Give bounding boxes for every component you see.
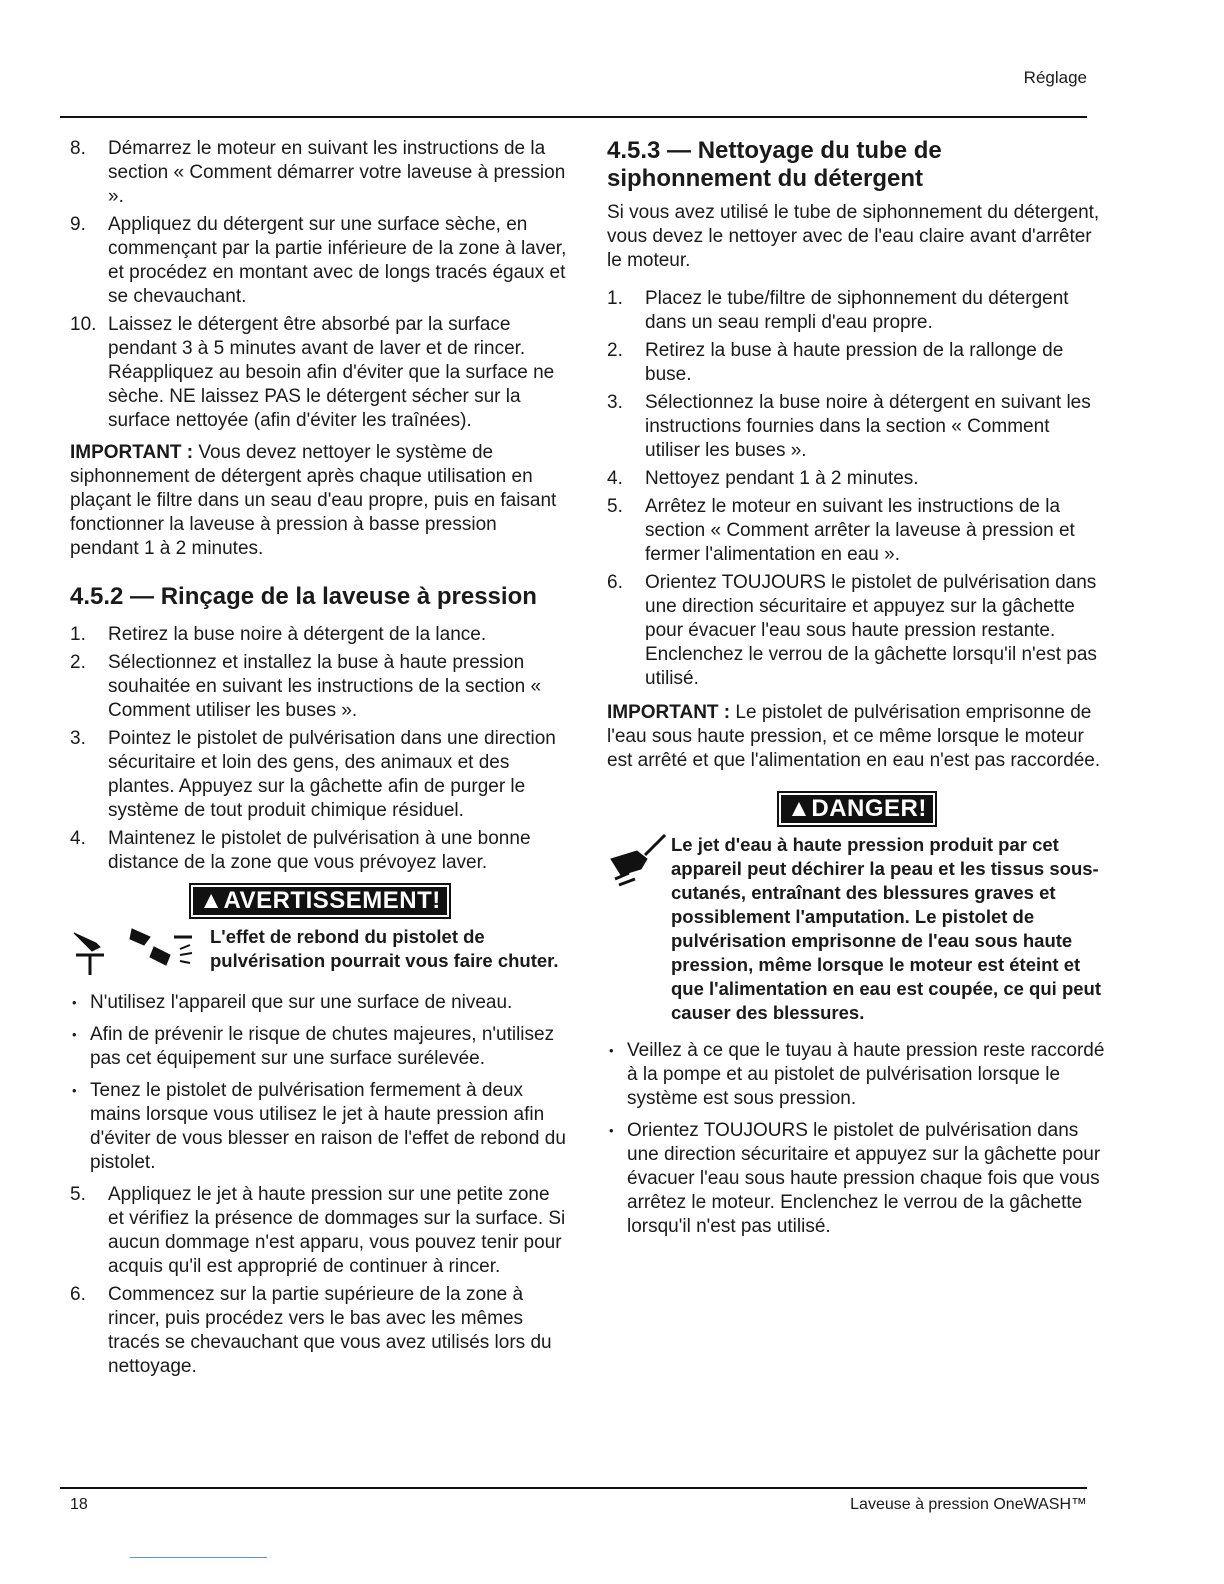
step-number: 5. (607, 496, 623, 517)
step-number: 2. (607, 340, 623, 361)
header-rule (60, 116, 1087, 118)
step-number: 5. (70, 1184, 86, 1205)
list-item (70, 1183, 570, 1279)
list-item (607, 495, 1107, 567)
danger-text: Le jet d'eau à haute pression produit par cet appareil peut déchirer la peau et les tissus sous-cutanés, entraînant des blessures graves et possiblement l'amputation. Le pistolet de pulvérisation emprisonne de l'eau sous haute pression, même lorsque le moteur est éteint et que l'alimentation en eau est coupée, ce qui peut causer des blessures. (671, 834, 1101, 1023)
important-label: IMPORTANT : (607, 702, 731, 723)
step-number: 6. (607, 572, 623, 593)
list-item (607, 571, 1107, 691)
steps-list-453 (607, 287, 1107, 691)
step-text: Maintenez le pistolet de pulvérisation à une bonne distance de la zone que vous prévoyez laver. (108, 828, 531, 873)
step-text: Appliquez le jet à haute pression sur une petite zone et vérifiez la présence de dommages sur la surface. Si aucun dommage n'est apparu, vous pouvez tenir pour acquis qu'il est approprié de continuer à rincer. (108, 1184, 566, 1277)
list-item: • Veillez à ce que le tuyau à haute pression reste raccordé à la pompe et au pistolet de pulvérisation lorsque le système est sous pression. (607, 1039, 1107, 1111)
important-text: Le pistolet de pulvérisation emprisonne de l'eau sous haute pression, et ce même lorsque le moteur est arrêté et que l'alimentation en eau n'est pas raccordée. (607, 702, 1101, 771)
step-number: 4. (70, 828, 86, 849)
step-text: Orientez TOUJOURS le pistolet de pulvérisation dans une direction sécuritaire et appuyez sur la gâchette pour évacuer l'eau sous haute pression restante. Enclenchez le verrou de la gâchette lorsqu'il n'est pas utilisé. (645, 572, 1097, 689)
important-note (70, 441, 570, 561)
list-item (607, 467, 1107, 491)
list-item (70, 213, 570, 309)
section-heading-453: 4.5.3 — Nettoyage du tube de siphonnement du détergent (607, 137, 942, 192)
list-item (70, 1283, 570, 1379)
step-number: 3. (70, 728, 86, 749)
steps-list-bottom (70, 1183, 570, 1379)
important-label: IMPORTANT : (70, 442, 194, 463)
slip-fall-hazard-icon (70, 925, 210, 981)
step-number: 8. (70, 138, 86, 159)
step-text: Retirez la buse noire à détergent de la lance. (108, 624, 487, 645)
page-number: 18 (70, 1496, 88, 1513)
step-text: Placez le tube/filtre de siphonnement du détergent dans un seau rempli d'eau propre. (645, 288, 1069, 333)
list-item (607, 339, 1107, 387)
step-text: Nettoyez pendant 1 à 2 minutes. (645, 468, 919, 489)
danger-label: ▲DANGER! (779, 793, 935, 825)
step-number: 6. (70, 1284, 86, 1305)
alert-triangle-icon: ▲ (199, 887, 224, 914)
list-item: • N'utilisez l'appareil que sur une surface de niveau. (70, 991, 570, 1015)
steps-list-top (70, 137, 570, 433)
step-text: Commencez sur la partie supérieure de la zone à rincer, puis procédez vers le bas avec les mêmes tracés se chevauchant que vous avez utilisés lors du nettoyage. (108, 1284, 552, 1377)
step-text: Laissez le détergent être absorbé par la surface pendant 3 à 5 minutes avant de laver et de rincer. Réappliquez au besoin afin d'éviter que la surface ne sèche. NE laissez PAS le détergent sécher sur la surface nettoyée (afin d'éviter les traînées). (108, 314, 555, 431)
list-item (70, 623, 570, 647)
running-header: Réglage (1023, 68, 1087, 87)
list-item (70, 313, 570, 433)
step-number: 2. (70, 652, 86, 673)
danger-message (607, 833, 1107, 1025)
warning-bullets (70, 991, 570, 1175)
list-item (70, 727, 570, 823)
list-item: • Orientez TOUJOURS le pistolet de pulvérisation dans une direction sécuritaire et appuyez sur la gâchette pour évacuer l'eau sous haute pression chaque fois que vous arrêtez le moteur. Enclenchez le verrou de la gâchette lorsqu'il n'est pas utilisé. (607, 1119, 1107, 1239)
left-column (70, 137, 570, 1383)
alert-triangle-icon: ▲ (787, 795, 812, 822)
step-number: 1. (607, 288, 623, 309)
step-text: Sélectionnez la buse noire à détergent en suivant les instructions fournies dans la section « Comment utiliser les buses ». (645, 392, 1091, 461)
section-heading-452: 4.5.2 — Rinçage de la laveuse à pression (70, 583, 537, 610)
list-item: • Tenez le pistolet de pulvérisation fermement à deux mains lorsque vous utilisez le jet à haute pression afin d'éviter de vous blesser en raison de l'effet de rebond du pistolet. (70, 1079, 570, 1175)
warning-text: L'effet de rebond du pistolet de pulvérisation pourrait vous faire chuter. (210, 926, 559, 971)
list-item (607, 391, 1107, 463)
list-item: • Afin de prévenir le risque de chutes majeures, n'utilisez pas cet équipement sur une surface surélevée. (70, 1023, 570, 1071)
list-item (607, 287, 1107, 335)
step-text: Démarrez le moteur en suivant les instructions de la section « Comment démarrer votre laveuse à pression ». (108, 138, 566, 207)
step-number: 3. (607, 392, 623, 413)
step-text: Retirez la buse à haute pression de la rallonge de buse. (645, 340, 1064, 385)
list-item (70, 651, 570, 723)
right-column (607, 137, 1107, 1247)
skin-injection-hazard-icon (607, 833, 671, 893)
step-number: 1. (70, 624, 86, 645)
warning-banner (70, 885, 570, 917)
step-number: 4. (607, 468, 623, 489)
intro-paragraph: Si vous avez utilisé le tube de siphonnement du détergent, vous devez le nettoyer avec de l'eau claire avant d'arrêter le moteur. (607, 202, 1100, 271)
step-text: Pointez le pistolet de pulvérisation dans une direction sécuritaire et loin des gens, des animaux et des plantes. Appuyez sur la gâchette afin de purger le système de tout produit chimique résiduel. (108, 728, 556, 821)
step-text: Sélectionnez et installez la buse à haute pression souhaitée en suivant les instructions de la section « Comment utiliser les buses ». (108, 652, 542, 721)
warning-message (70, 925, 570, 981)
steps-list-452 (70, 623, 570, 875)
footer-product-title: Laveuse à pression OneWASH™ (850, 1496, 1087, 1513)
footer-rule (60, 1487, 1087, 1489)
step-text: Arrêtez le moteur en suivant les instructions de la section « Comment arrêter la laveuse à pression et fermer l'alimentation en eau ». (645, 496, 1075, 565)
step-number: 10. (70, 314, 97, 335)
list-item (70, 137, 570, 209)
warning-label: ▲AVERTISSEMENT! (191, 885, 449, 917)
important-note (607, 701, 1107, 773)
danger-bullets (607, 1039, 1107, 1239)
step-number: 9. (70, 214, 86, 235)
step-text: Appliquez du détergent sur une surface sèche, en commençant par la partie inférieure de la zone à laver, et procédez en montant avec de longs tracés égaux et se chevauchant. (108, 214, 567, 307)
link-underline (130, 1557, 267, 1558)
danger-banner (607, 793, 1107, 825)
important-text: Vous devez nettoyer le système de siphonnement de détergent après chaque utilisation en plaçant le filtre dans un seau d'eau propre, puis en faisant fonctionner la laveuse à pression à basse pression pendant 1 à 2 minutes. (70, 442, 557, 559)
list-item (70, 827, 570, 875)
